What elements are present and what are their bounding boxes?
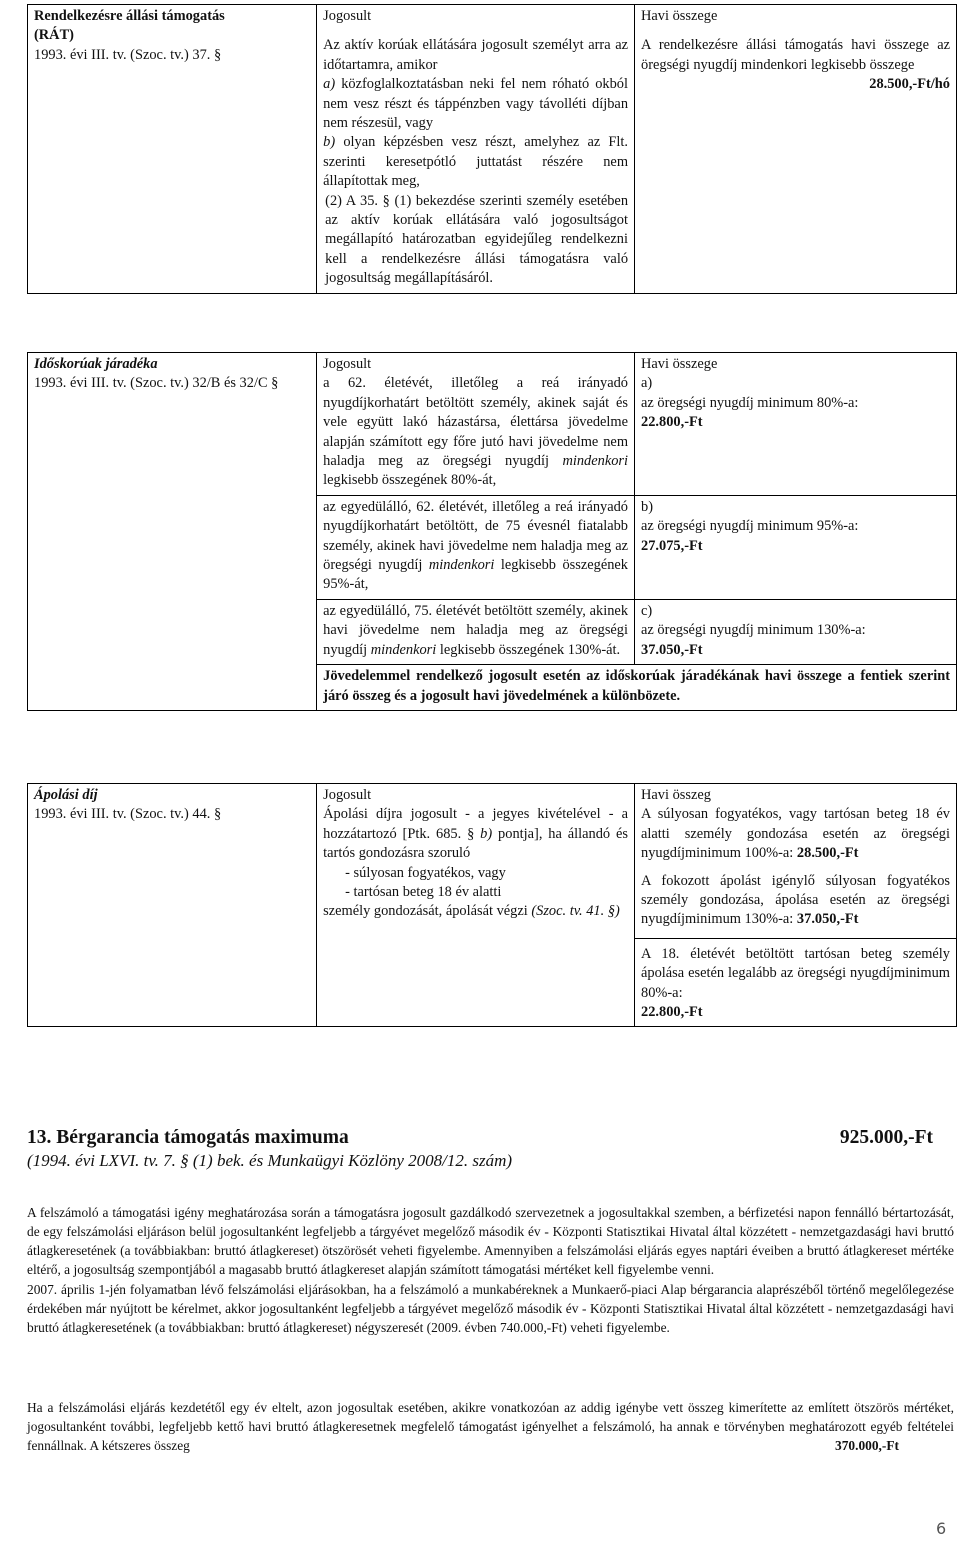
apolasi-amount1-value: 28.500,-Ft xyxy=(796,845,859,862)
idoskoruak-amount-c-value: 37.050,-Ft xyxy=(641,641,703,658)
apolasi-amount3-text: A 18. életévét betöltött tartósan beteg személy ápolása esetén legalább az öregségi nyugdíjminimum 80%-a: xyxy=(641,945,950,1001)
idoskoruak-col-header-jogosult: Jogosult xyxy=(323,356,372,372)
idoskoruak-case-b-text: az egyedülálló, 62. életévét, illetőleg a reá irányadó nyugdíjkorhatárt betöltött, de 75 évesnél fiatalabb személy, akinek havi jövedelme nem haladja meg az öregségi nyugdíj xyxy=(323,498,629,574)
apolasi-amount2-text: A fokozott ápolást igénylő súlyosan fogyatékos személy gondozása, ápolása esetén az öregségi nyugdíjminimum 130%-a: xyxy=(641,872,950,928)
rat-title: Rendelkezésre állási támogatás xyxy=(34,8,225,24)
idoskoruak-case-c-em: mindenkori xyxy=(370,641,437,658)
idoskoruak-case-b-text-end: legkisebb összegének 95%-át, xyxy=(323,557,629,593)
apolasi-amount-cell xyxy=(635,784,957,939)
apolasi-eligibility-end: személy gondozását, ápolását végzi xyxy=(323,903,532,920)
rat-amount-value: 28.500,-Ft/hó xyxy=(869,76,950,93)
idoskoruak-case-c-text: az egyedülálló, 75. életévét betöltött személy, akinek havi jövedelme nem haladja meg az öregségi nyugdíj xyxy=(323,602,629,658)
rat-amount-text: A rendelkezésre állási támogatás havi összege az öregségi nyugdíj mindenkori legkisebb összege xyxy=(641,37,950,73)
idoskoruak-col-header-havi: Havi összege xyxy=(641,356,718,372)
rat-eligibility-intro: Az aktív korúak ellátására jogosult személyt arra az időtartamra, amikor xyxy=(323,37,629,73)
idoskoruak-case-c-cell xyxy=(317,599,635,664)
idoskoruak-case-a-text-end: legkisebb összegének 80%-át, xyxy=(323,472,497,489)
section-13-title: 13. Bérgarancia támogatás maximuma xyxy=(27,1127,349,1148)
idoskoruak-amount-a-cell xyxy=(635,353,957,496)
idoskoruak-table xyxy=(27,352,957,711)
idoskoruak-case-b-em: mindenkori xyxy=(428,557,495,574)
rat-case-b-text: olyan képzésben vesz részt, amelyhez az Flt. szerinti keresetpótló juttatást részére nem állapítottak meg, xyxy=(323,134,629,190)
apolasi-name-cell xyxy=(28,784,317,1027)
table-row xyxy=(28,5,957,294)
idoskoruak-case-a-text: a 62. életévét, illetőleg a reá irányadó nyugdíjkorhatárt betöltött személy, akinek saját és vele együtt lakó házastársa, élettársa jövedelme alapján számított egy főre jutó havi jövedelme nem haladja meg az öregségi nyugdíj xyxy=(323,375,629,470)
idoskoruak-amount-c-cell xyxy=(635,599,957,664)
rat-col-header-havi: Havi összege xyxy=(641,8,718,24)
section-13-reference: (1994. évi LXVI. tv. 7. § (1) bek. és Munkaügyi Közlöny 2008/12. szám) xyxy=(27,1151,513,1170)
rat-amount-cell xyxy=(635,5,957,294)
apolasi-col-header-havi: Havi összeg xyxy=(641,787,711,803)
idoskoruak-amount-c-text: az öregségi nyugdíj minimum 130%-a: xyxy=(641,622,866,639)
rat-eligibility-cell xyxy=(317,5,635,294)
rat-case-a-text: közfoglalkoztatásban neki fel nem róható okból nem vesz részt és táppénzben vagy távolléti díjban nem részesül, vagy xyxy=(323,76,629,132)
idoskoruak-amount-a-text: az öregségi nyugdíj minimum 80%-a: xyxy=(641,394,859,411)
apolasi-dash-item-1: - súlyosan fogyatékos, vagy xyxy=(345,864,506,881)
apolasi-eligibility-text-2: pontja], ha állandó és tartós gondozásra szoruló xyxy=(323,825,628,862)
rat-law-ref: 1993. évi III. tv. (Szoc. tv.) 37. § xyxy=(34,46,222,63)
page-number: 6 xyxy=(936,1519,947,1538)
rat-name-cell xyxy=(28,5,317,294)
idoskoruak-case-c-text-end: legkisebb összegének 130%-át. xyxy=(436,641,621,658)
table-row xyxy=(28,784,957,939)
rat-case-a-label: a) xyxy=(323,76,336,93)
rat-abbrev: (RÁT) xyxy=(34,27,74,44)
section-13-header xyxy=(27,1126,933,1172)
section-13-paragraph-3-text: Ha a felszámolási eljárás kezdetétől egy év eltelt, azon jogosultak esetében, akikre vonatkozóan az addig igénybe vett összeg kimerítette az említett ötszörös mértéket, jogosultanként további, legfeljebb kettő havi bruttó átlagkeresetnek megfelelő támogatást igényelhet a felszámoló, ha annak e törvényben meghatározott egyéb feltételei fennállnak. A kétszeres összeg xyxy=(27,1400,954,1453)
rat-table xyxy=(27,4,957,294)
rat-col-header-jogosult: Jogosult xyxy=(323,8,372,24)
apolasi-title: Ápolási díj xyxy=(34,787,98,803)
section-13-paragraph-3 xyxy=(27,1398,954,1455)
idoskoruak-income-note: Jövedelemmel rendelkező jogosult esetén az időskorúak járadékának havi összege a fentiek szerint járó összeg és a jogosult havi jövedelmének a különbözete. xyxy=(317,665,957,711)
idoskoruak-amount-a-value: 22.800,-Ft xyxy=(641,414,703,431)
apolasi-eligibility-ref: (Szoc. tv. 41. §) xyxy=(531,903,620,920)
idoskoruak-title: Időskorúak járadéka xyxy=(34,356,158,372)
idoskoruak-name-cell xyxy=(28,353,317,711)
idoskoruak-case-a-cell xyxy=(317,353,635,496)
rat-para2: (2) A 35. § (1) bekezdése szerinti személy esetében az aktív korúak ellátására való jogosultságot megállapító határozatban egyidejűleg rendelkezni kell a rendelkezésre állási támogatásra való jogosultság megállapításáról. xyxy=(325,192,629,287)
apolasi-eligibility-cell xyxy=(317,784,635,1027)
apolasi-table xyxy=(27,783,957,1027)
idoskoruak-law-ref: 1993. évi III. tv. (Szoc. tv.) 32/B és 32/C § xyxy=(34,375,279,392)
apolasi-amount1-text: A súlyosan fogyatékos, vagy tartósan beteg 18 év alatti személy gondozása esetén az öregségi nyugdíjminimum 100%-a: xyxy=(641,806,950,862)
idoskoruak-amount-b-value: 27.075,-Ft xyxy=(641,537,703,554)
section-13-amount: 925.000,-Ft xyxy=(839,1127,933,1148)
apolasi-law-ref: 1993. évi III. tv. (Szoc. tv.) 44. § xyxy=(34,806,222,823)
rat-case-b-label: b) xyxy=(323,134,336,151)
apolasi-dash-item-2: - tartósan beteg 18 év alatti xyxy=(345,884,502,901)
section-13-paragraph-2: 2007. április 1-jén folyamatban lévő felszámolási eljárásokban, ha a felszámoló a munkabéreknek a Munkaerő-piaci Alap bérgarancia alaprészéből történő megelőlegezése érdekében már nyújtott be kérelmet, akkor jogosultanként legfeljebb a tárgyévet megelőző második év - Központi Statisztikai Hivatal által közzétett - nemzetgazdasági havi bruttó átlagkeresetének (a továbbiakban: bruttó átlagkereset) négyszeresét (2009. évben 740.000,-Ft) veheti figyelembe. xyxy=(27,1282,954,1335)
apolasi-amount3-value: 22.800,-Ft xyxy=(641,1004,703,1021)
idoskoruak-case-a-em: mindenkori xyxy=(562,453,629,470)
idoskoruak-amount-b-text: az öregségi nyugdíj minimum 95%-a: xyxy=(641,518,859,535)
idoskoruak-case-b-cell xyxy=(317,495,635,599)
idoskoruak-amount-b-label: b) xyxy=(641,498,654,515)
idoskoruak-amount-c-label: c) xyxy=(641,602,653,619)
idoskoruak-amount-a-label: a) xyxy=(641,375,653,392)
section-13-paragraph-1: A felszámoló a támogatási igény meghatározása során a támogatásra jogosult gazdálkodó szervezetnek a jogosultakkal szemben, a bérfizetési napon fennálló bértartozását, de egy felszámolási eljáráson belül jogosultanként legfeljebb a tárgyévet megelőző második év - Központi Statisztikai Hivatal által közzétett - nemzetgazdasági havi bruttó átlagkeresetének (a továbbiakban: bruttó átlagkereset) ötszörösét veheti figyelembe. Amennyiben a felszámolási eljárás egyes naptári éveiben a bruttó átlagkereset mértéke eltérő, a jogosultság szempontjából a magasabb bruttó átlagkereset alapján számított támogatási mértéket kell figyelembe venni. xyxy=(27,1205,954,1277)
idoskoruak-amount-b-cell xyxy=(635,495,957,599)
section-13-paragraph-3-amount: 370.000,-Ft xyxy=(835,1438,899,1453)
apolasi-eligibility-b: b) xyxy=(480,825,493,842)
apolasi-eligibility-text: Ápolási díjra jogosult - a jegyes kivételével - a hozzátartozó [Ptk. 685. § xyxy=(323,806,629,842)
apolasi-col-header-jogosult: Jogosult xyxy=(323,787,372,803)
apolasi-amount3-cell xyxy=(635,938,957,1027)
apolasi-amount2-value: 37.050,-Ft xyxy=(796,911,859,928)
table-row xyxy=(28,353,957,496)
